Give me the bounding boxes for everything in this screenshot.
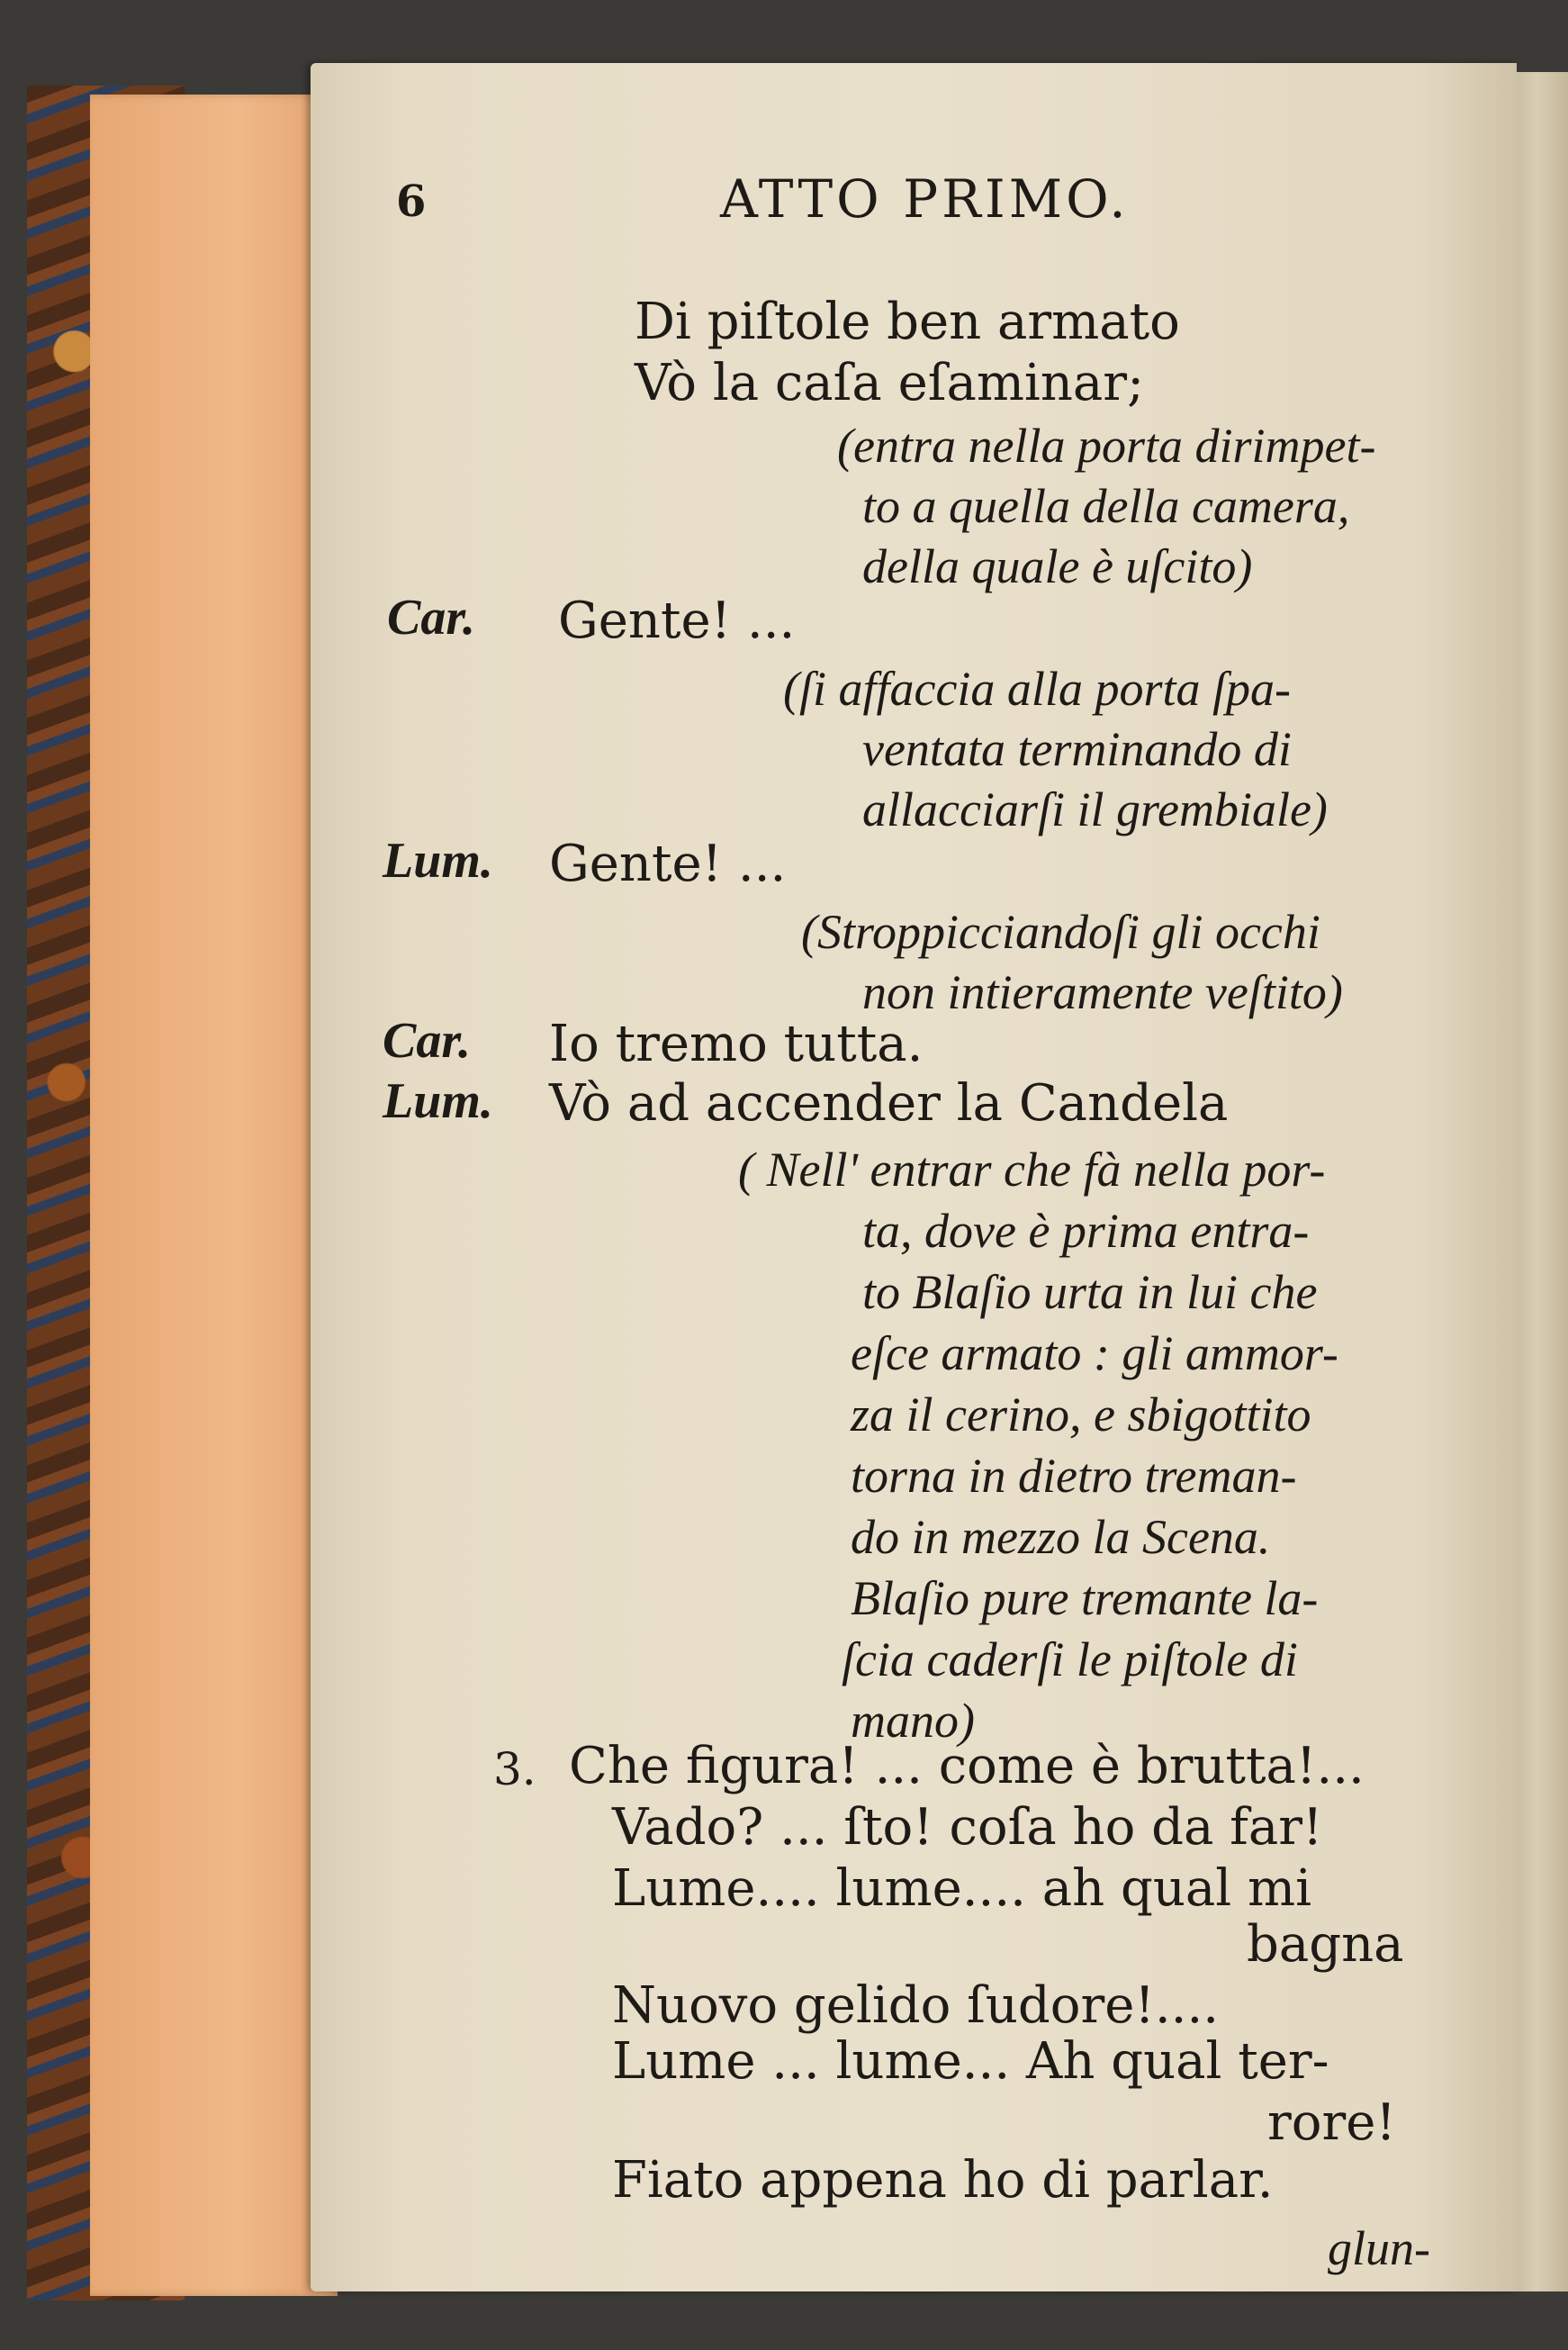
- verse-line: Vò la caſa eſaminar;: [635, 354, 1144, 412]
- verse-line: Di piſtole ben armato: [635, 293, 1180, 351]
- stage-direction: ventata terminando di: [862, 722, 1292, 776]
- speaker-label: Car.: [387, 590, 476, 646]
- verse-line: Nuovo gelido ſudore!....: [612, 1976, 1220, 2035]
- stage-direction: allacciarſi il grembiale): [862, 782, 1328, 836]
- verse-line: Fiato appena ho di parlar.: [612, 2151, 1274, 2210]
- stage-direction: (ſi affaccia alla porta ſpa-: [783, 662, 1291, 716]
- verse-line: Che figura! ... come è brutta!...: [569, 1737, 1365, 1795]
- stage-direction: to a quella della camera,: [862, 479, 1350, 533]
- stage-direction: non intieramente veſtito): [862, 965, 1343, 1019]
- stage-direction: eſce armato : gli ammor-: [851, 1326, 1338, 1380]
- page-edge: [1517, 72, 1568, 2291]
- verse-line: Vò ad accender la Candela: [549, 1074, 1229, 1133]
- verse-line-turnover: bagna: [1247, 1915, 1404, 1974]
- verse-line: Vado? ... ſto! coſa ho da far!: [612, 1798, 1323, 1857]
- verse-line: Gente! ...: [549, 835, 787, 893]
- speaker-label: Car.: [383, 1013, 472, 1069]
- speaker-label: Lum.: [383, 833, 493, 889]
- catchword: glun-: [1328, 2221, 1430, 2275]
- stage-direction: (entra nella porta dirimpet-: [837, 419, 1376, 473]
- stage-direction: torna in dietro treman-: [851, 1449, 1297, 1503]
- stage-direction: (Stroppicciandoſi gli occhi: [801, 905, 1320, 959]
- verse-line-turnover: rore!: [1267, 2093, 1396, 2152]
- stage-direction: della quale è uſcito): [862, 539, 1253, 593]
- stage-direction: to Blaſio urta in lui che: [862, 1265, 1318, 1319]
- verse-number: 3.: [493, 1743, 536, 1795]
- stage-direction: Blaſio pure tremante la-: [851, 1571, 1319, 1625]
- verse-line: Lume ... lume... Ah qual ter-: [612, 2032, 1329, 2091]
- stage-direction: do in mezzo la Scena.: [851, 1510, 1271, 1564]
- running-title: ATTO PRIMO.: [720, 168, 1130, 230]
- stage-direction: ta, dove è prima entra-: [862, 1204, 1310, 1258]
- endpaper: [90, 95, 338, 2296]
- verse-line: Gente! ...: [558, 592, 796, 650]
- verse-line: Io tremo tutta.: [549, 1015, 924, 1073]
- page-number: 6: [396, 176, 427, 227]
- stage-direction: mano): [851, 1694, 975, 1748]
- stage-direction: ſcia caderſi le piſtole di: [842, 1632, 1298, 1686]
- stage-direction: ( Nell' entrar che fà nella por-: [738, 1143, 1326, 1197]
- speaker-label: Lum.: [383, 1073, 493, 1129]
- stage-direction: za il cerino, e sbigottito: [851, 1387, 1311, 1442]
- verse-line: Lume.... lume.... ah qual mi: [612, 1859, 1311, 1918]
